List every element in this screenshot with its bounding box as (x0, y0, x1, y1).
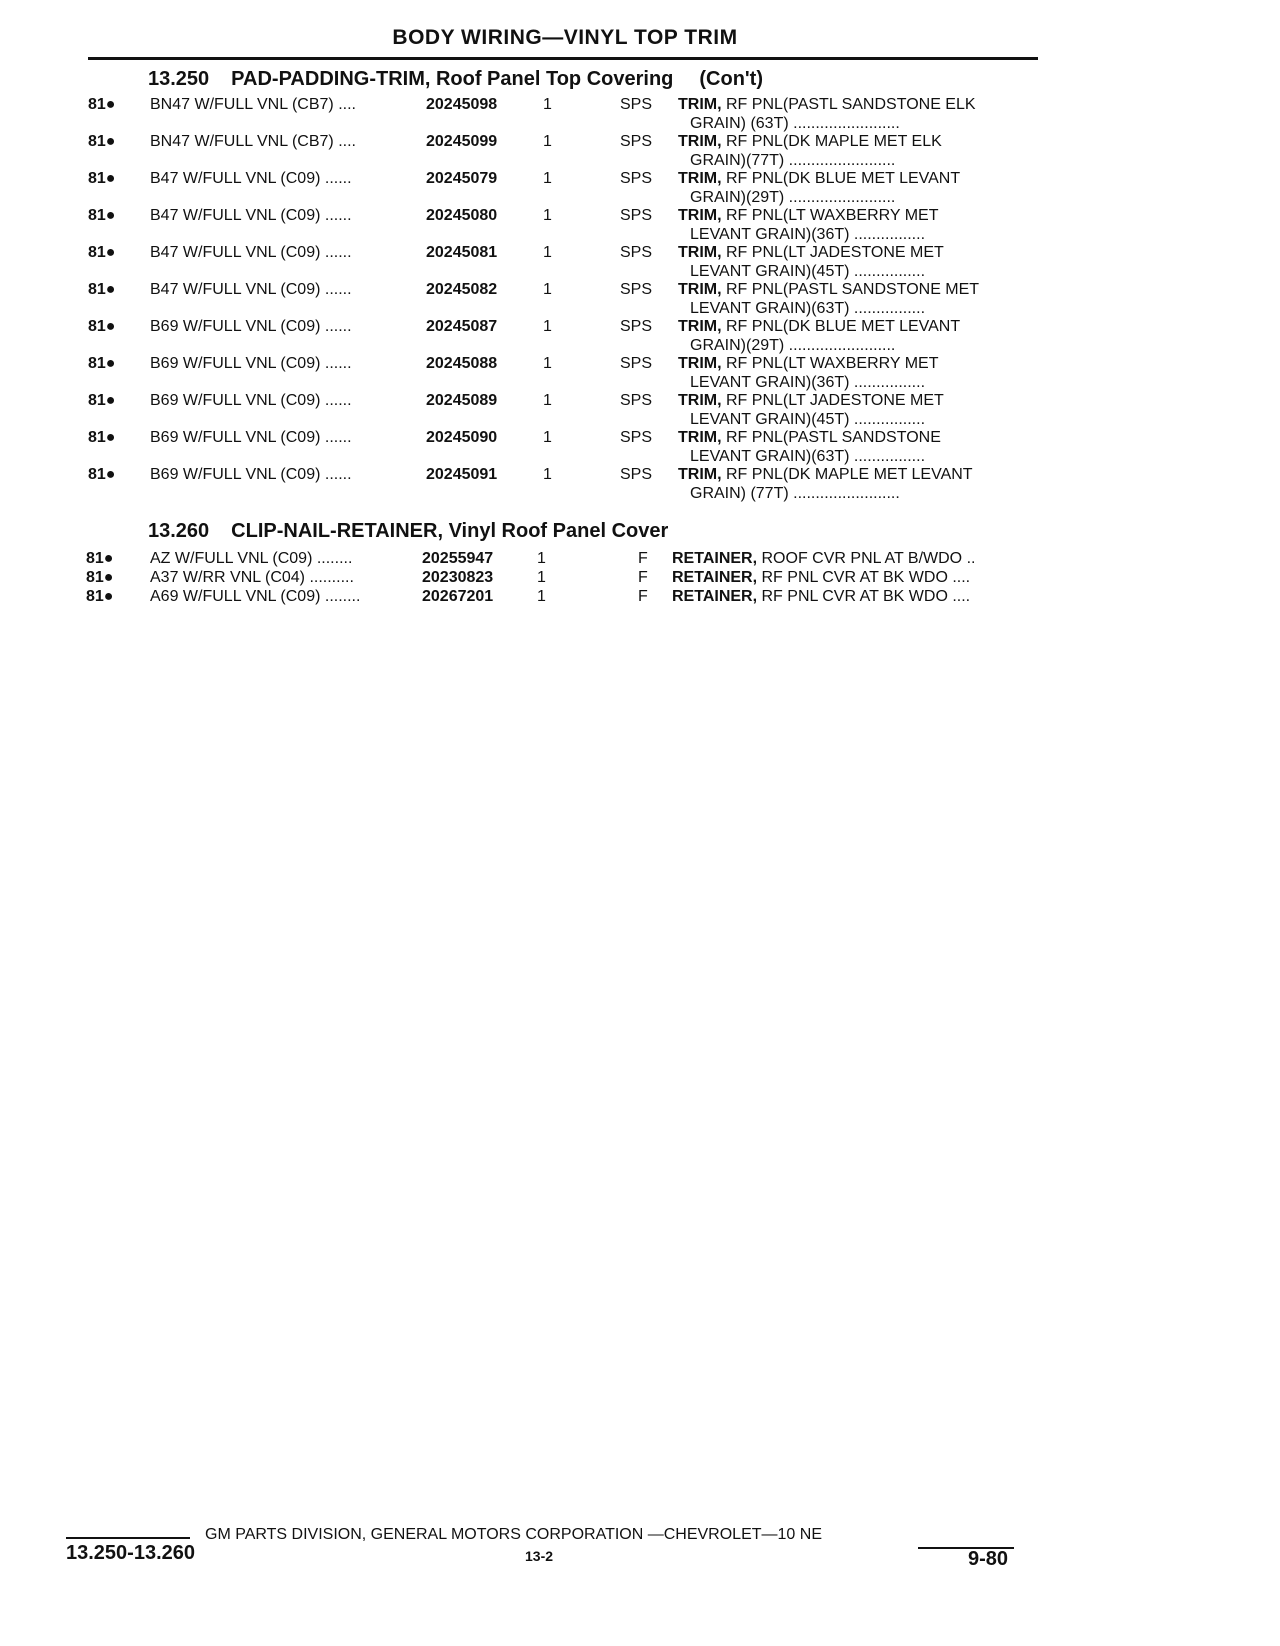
source-code: SPS (620, 355, 653, 372)
source-code: SPS (620, 96, 653, 113)
desc-continuation: GRAIN)(29T) ........................ (690, 337, 896, 354)
part-description (678, 244, 944, 262)
part-number: 20245098 (426, 96, 498, 113)
source-code: SPS (620, 318, 653, 335)
desc-continuation: GRAIN)(77T) ........................ (690, 152, 896, 169)
footer-page-number: 13-2 (525, 1548, 554, 1564)
group-code: 81● (88, 244, 116, 261)
desc-text: RF PNL(LT WAXBERRY MET (726, 355, 939, 372)
group-code: 81● (86, 588, 114, 605)
desc-continuation: LEVANT GRAIN)(45T) ................ (690, 411, 926, 428)
footer-corporation: GM PARTS DIVISION, GENERAL MOTORS CORPORATION —CHEVROLET—10 NE (205, 1526, 822, 1543)
title-rule (88, 57, 1038, 60)
desc-text: RF PNL CVR AT BK WDO .... (761, 569, 971, 586)
quantity: 1 (543, 133, 552, 150)
part-description (678, 466, 973, 484)
part-number: 20245089 (426, 392, 498, 409)
part-number: 20245080 (426, 207, 498, 224)
source-code: F (638, 550, 648, 567)
part-number: 20267201 (422, 588, 494, 605)
desc-text: ROOF CVR PNL AT B/WDO .. (761, 550, 976, 567)
model-desc: B69 W/FULL VNL (C09) ...... (150, 355, 352, 372)
part-number: 20245090 (426, 429, 498, 446)
section-number: 13.250 (148, 68, 210, 90)
part-number: 20245079 (426, 170, 498, 187)
source-code: F (638, 588, 648, 605)
desc-keyword: TRIM, (678, 96, 722, 113)
source-code: SPS (620, 133, 653, 150)
footer-date: 9-80 (968, 1548, 1009, 1570)
group-code: 81● (86, 550, 114, 567)
group-code: 81● (88, 466, 116, 483)
part-description (678, 392, 944, 410)
desc-keyword: TRIM, (678, 207, 722, 224)
model-desc: B69 W/FULL VNL (C09) ...... (150, 318, 352, 335)
part-description (678, 429, 941, 447)
quantity: 1 (543, 244, 552, 261)
desc-keyword: TRIM, (678, 318, 722, 335)
part-description (672, 588, 970, 606)
quantity: 1 (537, 588, 546, 605)
quantity: 1 (543, 207, 552, 224)
part-description (678, 133, 942, 151)
model-desc: BN47 W/FULL VNL (CB7) .... (150, 96, 356, 113)
quantity: 1 (543, 429, 552, 446)
part-number: 20245099 (426, 133, 498, 150)
desc-continuation: LEVANT GRAIN)(63T) ................ (690, 448, 926, 465)
desc-continuation: LEVANT GRAIN)(36T) ................ (690, 226, 926, 243)
part-description (678, 281, 979, 299)
desc-keyword: RETAINER, (672, 588, 758, 605)
source-code: SPS (620, 281, 653, 298)
desc-continuation: GRAIN) (63T) ........................ (690, 115, 900, 132)
section-number: 13.260 (148, 520, 210, 542)
desc-keyword: TRIM, (678, 281, 722, 298)
section-heading-13-250 (148, 68, 763, 91)
desc-text: RF PNL(LT JADESTONE MET (726, 244, 944, 261)
desc-continuation: LEVANT GRAIN)(45T) ................ (690, 263, 926, 280)
quantity: 1 (543, 96, 552, 113)
desc-keyword: TRIM, (678, 133, 722, 150)
desc-keyword: TRIM, (678, 466, 722, 483)
part-description (678, 318, 960, 336)
part-number: 20245091 (426, 466, 498, 483)
model-desc: B47 W/FULL VNL (C09) ...... (150, 207, 352, 224)
desc-text: RF PNL(LT WAXBERRY MET (726, 207, 939, 224)
group-code: 81● (88, 96, 116, 113)
part-description (678, 355, 938, 373)
part-number: 20245088 (426, 355, 498, 372)
desc-keyword: TRIM, (678, 244, 722, 261)
desc-continuation: GRAIN)(29T) ........................ (690, 189, 896, 206)
source-code: SPS (620, 392, 653, 409)
desc-continuation: LEVANT GRAIN)(36T) ................ (690, 374, 926, 391)
group-code: 81● (88, 392, 116, 409)
desc-keyword: TRIM, (678, 429, 722, 446)
part-number: 20230823 (422, 569, 494, 586)
source-code: SPS (620, 207, 653, 224)
part-number: 20245087 (426, 318, 498, 335)
desc-text: RF PNL(PASTL SANDSTONE (726, 429, 941, 446)
footer-rule-left (66, 1537, 190, 1539)
section-heading-13-260 (148, 520, 668, 543)
model-desc: B69 W/FULL VNL (C09) ...... (150, 429, 352, 446)
part-number: 20255947 (422, 550, 494, 567)
model-desc: B47 W/FULL VNL (C09) ...... (150, 170, 352, 187)
page-title: BODY WIRING—VINYL TOP TRIM (392, 26, 738, 49)
desc-continuation: GRAIN) (77T) ........................ (690, 485, 900, 502)
quantity: 1 (543, 281, 552, 298)
section-title: PAD-PADDING-TRIM, Roof Panel Top Covering (231, 68, 674, 90)
desc-text: RF PNL(PASTL SANDSTONE MET (726, 281, 980, 298)
model-desc: A37 W/RR VNL (C04) .......... (150, 569, 354, 586)
quantity: 1 (537, 550, 546, 567)
group-code: 81● (88, 281, 116, 298)
source-code: F (638, 569, 648, 586)
group-code: 81● (88, 207, 116, 224)
desc-keyword: RETAINER, (672, 550, 758, 567)
part-description (678, 207, 938, 225)
group-code: 81● (88, 170, 116, 187)
desc-keyword: TRIM, (678, 392, 722, 409)
model-desc: AZ W/FULL VNL (C09) ........ (150, 550, 353, 567)
group-code: 81● (88, 133, 116, 150)
model-desc: B47 W/FULL VNL (C09) ...... (150, 244, 352, 261)
desc-text: RF PNL(DK BLUE MET LEVANT (726, 318, 961, 335)
desc-text: RF PNL CVR AT BK WDO .... (761, 588, 971, 605)
part-description (672, 569, 970, 587)
section-continued: (Con't) (699, 68, 764, 90)
desc-keyword: TRIM, (678, 355, 722, 372)
source-code: SPS (620, 244, 653, 261)
group-code: 81● (86, 569, 114, 586)
desc-text: RF PNL(DK MAPLE MET ELK (726, 133, 942, 150)
model-desc: BN47 W/FULL VNL (CB7) .... (150, 133, 356, 150)
quantity: 1 (543, 355, 552, 372)
group-code: 81● (88, 355, 116, 372)
quantity: 1 (543, 170, 552, 187)
group-code: 81● (88, 318, 116, 335)
desc-continuation: LEVANT GRAIN)(63T) ................ (690, 300, 926, 317)
model-desc: B69 W/FULL VNL (C09) ...... (150, 392, 352, 409)
footer-section-range: 13.250-13.260 (66, 1542, 196, 1564)
source-code: SPS (620, 466, 653, 483)
desc-keyword: TRIM, (678, 170, 722, 187)
quantity: 1 (543, 392, 552, 409)
part-description (672, 550, 975, 568)
group-code: 81● (88, 429, 116, 446)
source-code: SPS (620, 170, 653, 187)
desc-text: RF PNL(PASTL SANDSTONE ELK (726, 96, 976, 113)
model-desc: B47 W/FULL VNL (C09) ...... (150, 281, 352, 298)
part-number: 20245081 (426, 244, 498, 261)
section-title: CLIP-NAIL-RETAINER, Vinyl Roof Panel Cover (231, 520, 669, 542)
part-number: 20245082 (426, 281, 498, 298)
desc-keyword: RETAINER, (672, 569, 758, 586)
quantity: 1 (543, 466, 552, 483)
part-description (678, 96, 976, 114)
desc-text: RF PNL(DK MAPLE MET LEVANT (726, 466, 973, 483)
desc-text: RF PNL(DK BLUE MET LEVANT (726, 170, 961, 187)
desc-text: RF PNL(LT JADESTONE MET (726, 392, 944, 409)
model-desc: A69 W/FULL VNL (C09) ........ (150, 588, 361, 605)
quantity: 1 (537, 569, 546, 586)
part-description (678, 170, 960, 188)
source-code: SPS (620, 429, 653, 446)
model-desc: B69 W/FULL VNL (C09) ...... (150, 466, 352, 483)
quantity: 1 (543, 318, 552, 335)
